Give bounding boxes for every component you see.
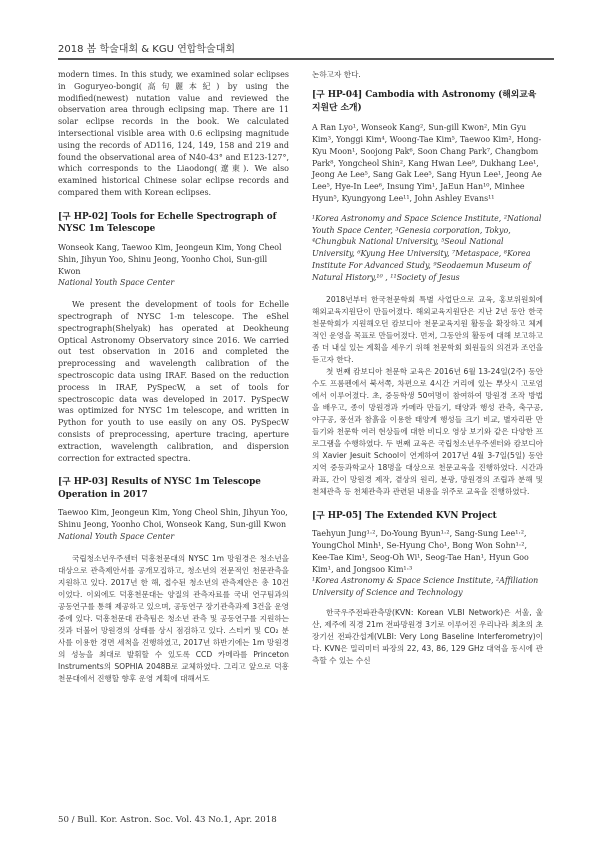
hp02-title: [구 HP-02] Tools for Echelle Spectrograph of NYSC 1m Telescope (58, 211, 277, 235)
hp03-title: [구 HP-03] Results of NYSC 1m Telescope Operation in 2017 (58, 477, 261, 500)
hp02-affiliation: National Youth Space Center (58, 278, 175, 288)
hp04-abstract-p1: 2018년부터 한국천문학회 특별 사업단으로 교육, 홍보위원회에 해외교육지원단이 만들어졌다. 해외교육지원단은 지난 2년 동안 한국천문학회가 지원해오던 캄보디아 천문교육지원 활동을 확장하고 체계적인 운영을 목표로 만들어졌다. 먼저, 그동안의 활동에 대해 보고하고 좀 더 내실 있는 계획을 세우기 위해 천문학회 회원들의 의견과 조언을 듣고자 한다. (312, 294, 543, 364)
right-column (312, 69, 543, 667)
hp03-affiliation: National Youth Space Center (58, 532, 175, 542)
continued-text: 논하고자 한다. (312, 70, 361, 79)
header-rule (58, 58, 554, 60)
running-header (58, 40, 554, 60)
hp04-affiliation: ¹Korea Astronomy and Space Science Institute, ²National Youth Space Center, ³Genesia corporation, Tokyo, ⁴Chungbuk National University, ⁵Seoul National University, ⁶Kyung Hee University, ⁷Metaspace, ⁸Korea Institute For Advanced Study, ⁹Seodaemun Museum of Natural History,¹⁰ , ¹¹Society of Jesus (312, 213, 542, 282)
hp02-abstract: We present the development of tools for Echelle spectrograph of NYSC 1-m telescope. The eShel spectrograph(Shelyak) has operated at Deokheung Optical Astronomy Observatory since 2016. We carried out test observation in 2016 and completed the preprocessing and wavelength calibration of the spectroscopic data using IRAF. Based on the reduction process in IRAF, PySpecW, a set of tools for spectroscopic data was developed in 2017. PySpecW was optimized for NYSC 1m telescope, and written in Python for youth to use easily on any OS. PySpecW consists of preprocessing, aperture tracing, aperture extraction, wavelength calibration, and dispersion correction for extracted spectra. (58, 300, 289, 463)
page-footer: 50 / Bull. Kor. Astron. Soc. Vol. 43 No.1, Apr. 2018 (58, 815, 277, 825)
hp04-authors: A Ran Lyo¹, Wonseok Kang², Sun-gill Kwon², Min Gyu Kim³, Yonggi Kim⁴, Woong-Tae Kim⁵, Taewoo Kim², Hong-Kyu Moon¹, Soojong Pak⁶, Soon Chang Park⁷, Changbom Park⁸, Yongcheol Shin², Kang Hwan Lee⁹, Dukhang Lee¹, Jeong Ae Lee⁵, Sang Gak Lee⁵, Sang Hyun Lee¹, Jeong Ae Lee⁵, Hye-In Lee⁶, Insung Yim¹, JaEun Han¹⁰, Minhee Hyun⁵, Kyungyong Lee¹¹, John Ashley Evans¹¹ (312, 123, 542, 203)
hp05-authors: Taehyun Jung¹·², Do-Young Byun¹·², Sang-Sung Lee¹·², YoungChol Minh¹, Se-Hyung Cho¹, Bong Won Sohn¹·², Kee-Tae Kim¹, Seog-Oh Wi¹, Seog-Tae Han¹, Hyun Goo Kim¹, and Jongsoo Kim¹·³ (312, 529, 529, 574)
hp04-title: [구 HP-04] Cambodia with Astronomy (해외교육지원단 소개) (312, 90, 537, 113)
header-title: 2018 봄 학술대회 & KGU 연합학술대회 (58, 44, 236, 55)
left-column (58, 69, 289, 685)
hp02-authors: Wonseok Kang, Taewoo Kim, Jeongeun Kim, Yong Cheol Shin, Jihyun Yoo, Shinu Jeong, Yoonho Choi, Sun-gill Kwon (58, 242, 282, 276)
hp05-title: [구 HP-05] The Extended KVN Project (312, 510, 497, 521)
hp03-abstract: 국립청소년우주센터 덕흥천문대의 NYSC 1m 망원경은 청소년을 대상으로 관측제안서를 공개모집하고, 청소년의 전문적인 천문관측을 지원하고 있다. 2017년 한 해, 접수된 청소년의 관측제안은 총 10건이었다. 이외에도 덕흥천문대는 양질의 관측자료를 국내 연구팀과의 공동연구를 통해 제공하고 있으며, 공동연구 장기관측과제 3건을 운영 중에 있다. 덕흥천문대 관측팀은 청소년 관측 및 공동연구를 지원하는 것과 더불어 망원경의 상태를 상시 점검하고 있다. 스티커 및 CO₂ 분사를 이용한 경면 세척을 진행하였고, 2017년 하반기에는 1m 망원경의 성능을 최대로 발휘할 수 있도록 CCD 카메라를 Princeton Instruments의 SOPHIA 2048B로 교체하였다. 그리고 앞으로 덕흥천문대에서 진행할 향후 운영 계획에 대해서도 (58, 553, 289, 683)
hp05-abstract: 한국우주전파관측망(KVN: Korean VLBI Network)은 서울, 울산, 제주에 직경 21m 전파망원경 3기로 이루어진 우리나라 최초의 초장기선 전파간섭계(VLBI: Very Long Baseline Interferometry)이다. KVN은 밀리미터 파장의 22, 43, 86, 129 GHz 대역을 동시에 관측할 수 있는 수신 (312, 607, 543, 665)
hp03-authors: Taewoo Kim, Jeongeun Kim, Yong Cheol Shin, Jihyun Yoo, Shinu Jeong, Yoonho Choi, Wonseok Kang, Sun-gill Kwon (58, 508, 288, 530)
hp05-affiliation: ¹Korea Astronomy & Space Science Institute, ²Affiliation University of Science and Technology (312, 576, 539, 598)
hp04-abstract-p2: 첫 번째 캄보디아 천문학 교육은 2016년 6월 13-24일(2주) 동안 수도 프롬펜에서 북서쪽, 차편으로 4시간 거리에 있는 뿌삿시 고로엄에서 이루어졌다. 초, 중등학생 50여명이 참여하여 망원경 조작 방법을 배우고, 종이 망원경과 카메라 만들기, 태양과 행성 관측, 축구공, 야구공, 풍선과 참흙을 이용한 태양계 행성들 크기 비교, 별자리판 만들기와 천문학 여러 현상들에 대한 비디오 영상 보기와 같은 다양한 프로그램을 수행하였다. 두 번째 교육은 국립청소년우주센터와 캄보디아의 Xavier Jesuit School이 연계하여 2017년 4월 3-7일(5일) 동안 지역 중등과학교사 18명을 대상으로 천문교육을 진행하였다. 시간과 좌표, 간이 망원경 제작, 곁상의 원리, 분광, 망원경의 조립과 분해 및 천체관측 등 천체관측과 관련된 내용을 위주로 교육을 진행하였다. (312, 366, 543, 496)
intro-paragraph: modern times. In this study, we examined solar eclipses in Goguryeo-bongi(高句麗本紀) by using the modified(newest) nutation value and reviewed the observation area through eclipsing map. There are 11 solar eclipse records in the book. We calculated intersectional visible area with 0.6 eclipsing magnitude using the records of AD116, 124, 149, 158 and 219 and found the observational area of N40-43° and E123-127°, which corresponds to the Liaodong(遼東). We also examined historical Chinese solar eclipse records and compared them with Korean eclipses. (58, 70, 289, 197)
